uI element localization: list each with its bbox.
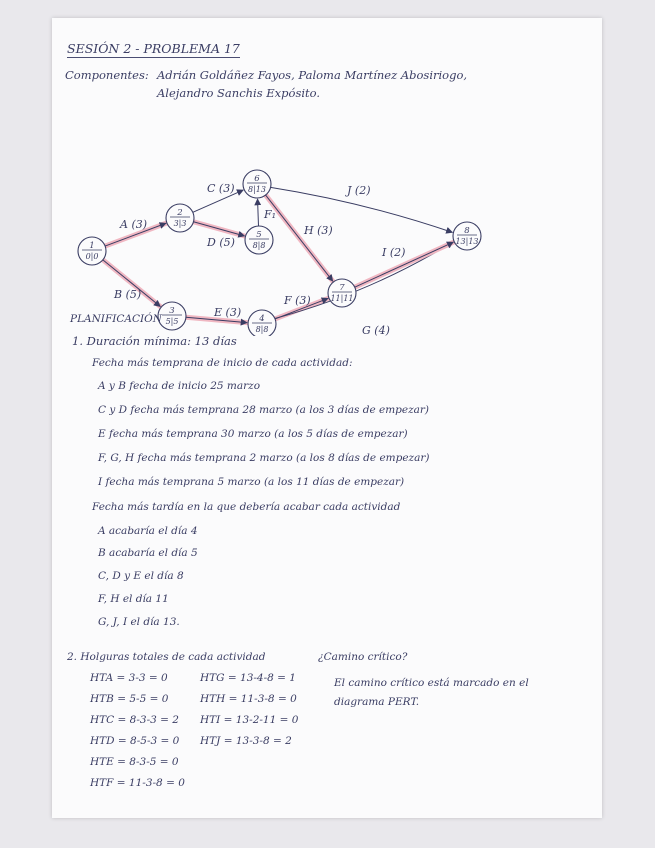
event-node-id: 1	[89, 241, 95, 251]
activity-label: B (5)	[114, 288, 142, 301]
event-node	[78, 237, 106, 265]
slack-value: HTE = 8-3-5 = 0	[90, 756, 179, 768]
event-node-times: 11|11	[330, 294, 354, 303]
activity-label: F₁	[264, 208, 277, 221]
event-node	[453, 222, 481, 250]
planning-heading: PLANIFICACIÓN	[70, 313, 162, 325]
slack-value: HTF = 11-3-8 = 0	[90, 777, 185, 789]
event-node-times: 3|3	[173, 219, 187, 228]
activity-label: A (3)	[120, 218, 148, 231]
event-node	[243, 170, 271, 198]
pert-diagram	[52, 146, 602, 336]
activity-label: J (2)	[347, 184, 371, 197]
activity-label: C (3)	[207, 182, 235, 195]
late-line: G, J, I el día 13.	[98, 616, 180, 628]
slack-value: HTA = 3-3 = 0	[90, 672, 168, 684]
page-title: SESIÓN 2 - PROBLEMA 17	[67, 41, 240, 56]
event-node-id: 3	[169, 306, 175, 316]
authors-line-2: Alejandro Sanchis Expósito.	[157, 86, 321, 100]
slack-value: HTD = 8-5-3 = 0	[90, 735, 180, 747]
event-node	[245, 226, 273, 254]
early-line: F, G, H fecha más temprana 2 marzo (a los 8 días de empezar)	[98, 452, 430, 464]
event-node-id: 4	[259, 314, 265, 324]
event-node	[166, 204, 194, 232]
min-duration: 1. Duración mínima: 13 días	[72, 334, 237, 348]
event-node-id: 2	[177, 208, 183, 218]
event-node-id: 8	[464, 226, 470, 236]
event-node-times: 8|13	[248, 185, 266, 194]
slack-value: HTI = 13-2-11 = 0	[200, 714, 299, 726]
early-line: I fecha más temprana 5 marzo (a los 11 días de empezar)	[98, 476, 405, 488]
late-line: B acabaría el día 5	[98, 547, 198, 559]
event-node-times: 0|0	[85, 252, 99, 261]
slack-value: HTH = 11-3-8 = 0	[200, 693, 297, 705]
activity-label: E (3)	[214, 306, 242, 319]
activity-label: H (3)	[304, 224, 333, 237]
event-node-id: 6	[254, 174, 260, 184]
activity-label: G (4)	[362, 324, 390, 336]
activity-label: D (5)	[207, 236, 235, 249]
activity-label: I (2)	[382, 246, 406, 259]
components-label: Componentes:	[65, 68, 149, 82]
activity-arrow	[258, 199, 259, 226]
early-start-heading: Fecha más temprana de inicio de cada actividad:	[92, 357, 353, 369]
notebook-page	[52, 18, 602, 818]
late-line: A acabaría el día 4	[98, 525, 198, 537]
event-node-times: 8|8	[252, 241, 266, 250]
slack-value: HTC = 8-3-3 = 2	[90, 714, 179, 726]
authors-line-1: Adrián Goldáñez Fayos, Paloma Martínez Abosiriogo,	[157, 68, 468, 82]
event-node-times: 5|5	[165, 317, 179, 326]
slack-value: HTG = 13-4-8 = 1	[200, 672, 296, 684]
event-node-times: 8|8	[255, 325, 269, 334]
early-line: E fecha más temprana 30 marzo (a los 5 días de empezar)	[98, 428, 408, 440]
early-line: C y D fecha más temprana 28 marzo (a los 3 días de empezar)	[98, 404, 430, 416]
activity-label: F (3)	[284, 294, 311, 307]
slack-value: HTJ = 13-3-8 = 2	[200, 735, 292, 747]
event-node	[158, 302, 186, 330]
slack-value: HTB = 5-5 = 0	[90, 693, 169, 705]
late-finish-heading: Fecha más tardía en la que debería acabar cada actividad	[92, 501, 401, 513]
critical-path-answer: El camino crítico está marcado en el	[334, 677, 529, 689]
event-node	[248, 310, 276, 336]
activity-arrow	[193, 222, 244, 236]
early-line: A y B fecha de inicio 25 marzo	[98, 380, 261, 392]
slack-heading: 2. Holguras totales de cada actividad	[67, 651, 266, 663]
critical-path-question: ¿Camino crítico?	[318, 651, 408, 663]
late-line: C, D y E el día 8	[98, 570, 184, 582]
critical-path-answer: diagrama PERT.	[334, 696, 420, 708]
event-node-id: 5	[256, 230, 262, 240]
event-node-id: 7	[339, 283, 345, 293]
event-node	[328, 279, 356, 307]
event-node-times: 13|13	[455, 237, 479, 246]
late-line: F, H el día 11	[98, 593, 169, 605]
